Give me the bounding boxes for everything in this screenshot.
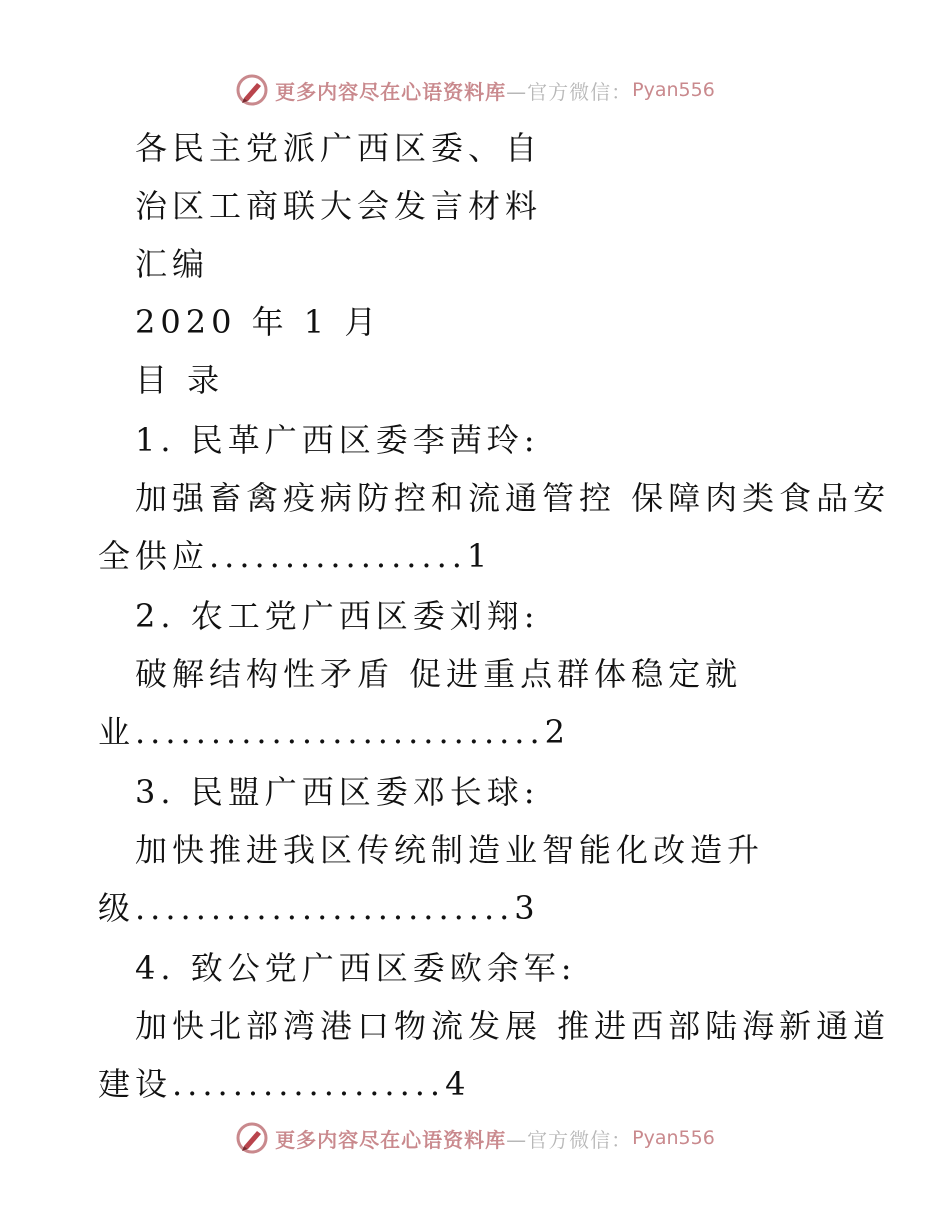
document-date: 2020 年 1 月 (135, 303, 382, 341)
watermark-text: 更多内容尽在心语资料库 (275, 79, 507, 104)
watermark-text: 更多内容尽在心语资料库 (275, 1127, 507, 1152)
toc-item-author: 3. 民盟广西区委邓长球: (135, 773, 540, 811)
toc-item-title: 加快北部湾港口物流发展 推进西部陆海新通道 (135, 1007, 891, 1045)
toc-item-title: 加强畜禽疫病防控和流通管控 保障肉类食品安 (135, 479, 891, 517)
watermark-wechat-id: Pyan556 (632, 1127, 715, 1149)
watermark-separator: —官方微信： (506, 1127, 633, 1152)
watermark-separator: —官方微信： (506, 79, 633, 104)
pen-logo-icon (235, 73, 269, 107)
toc-item-title-end: 全供应.................1 (98, 537, 493, 575)
toc-item-author: 1. 民革广西区委李茜玲: (135, 421, 540, 459)
pen-logo-icon (235, 1121, 269, 1155)
watermark-wechat-id: Pyan556 (632, 79, 715, 101)
toc-item-title-end: 业...........................2 (98, 713, 571, 751)
document-title-line-3: 汇编 (135, 245, 210, 283)
toc-item-title-end: 级.........................3 (98, 889, 540, 927)
toc-item-title: 破解结构性矛盾 促进重点群体稳定就 (135, 655, 743, 693)
toc-item-title: 加快推进我区传统制造业智能化改造升 (135, 831, 765, 869)
toc-item-author: 4. 致公党广西区委欧余军: (135, 949, 577, 987)
footer-watermark (0, 1118, 950, 1158)
document-title-line-1: 各民主党派广西区委、自 (135, 129, 543, 167)
document-title-line-2: 治区工商联大会发言材料 (135, 187, 543, 225)
toc-heading: 目 录 (135, 361, 225, 399)
header-watermark (0, 70, 950, 110)
toc-item-title-end: 建设..................4 (98, 1065, 471, 1103)
toc-item-author: 2. 农工党广西区委刘翔: (135, 597, 540, 635)
